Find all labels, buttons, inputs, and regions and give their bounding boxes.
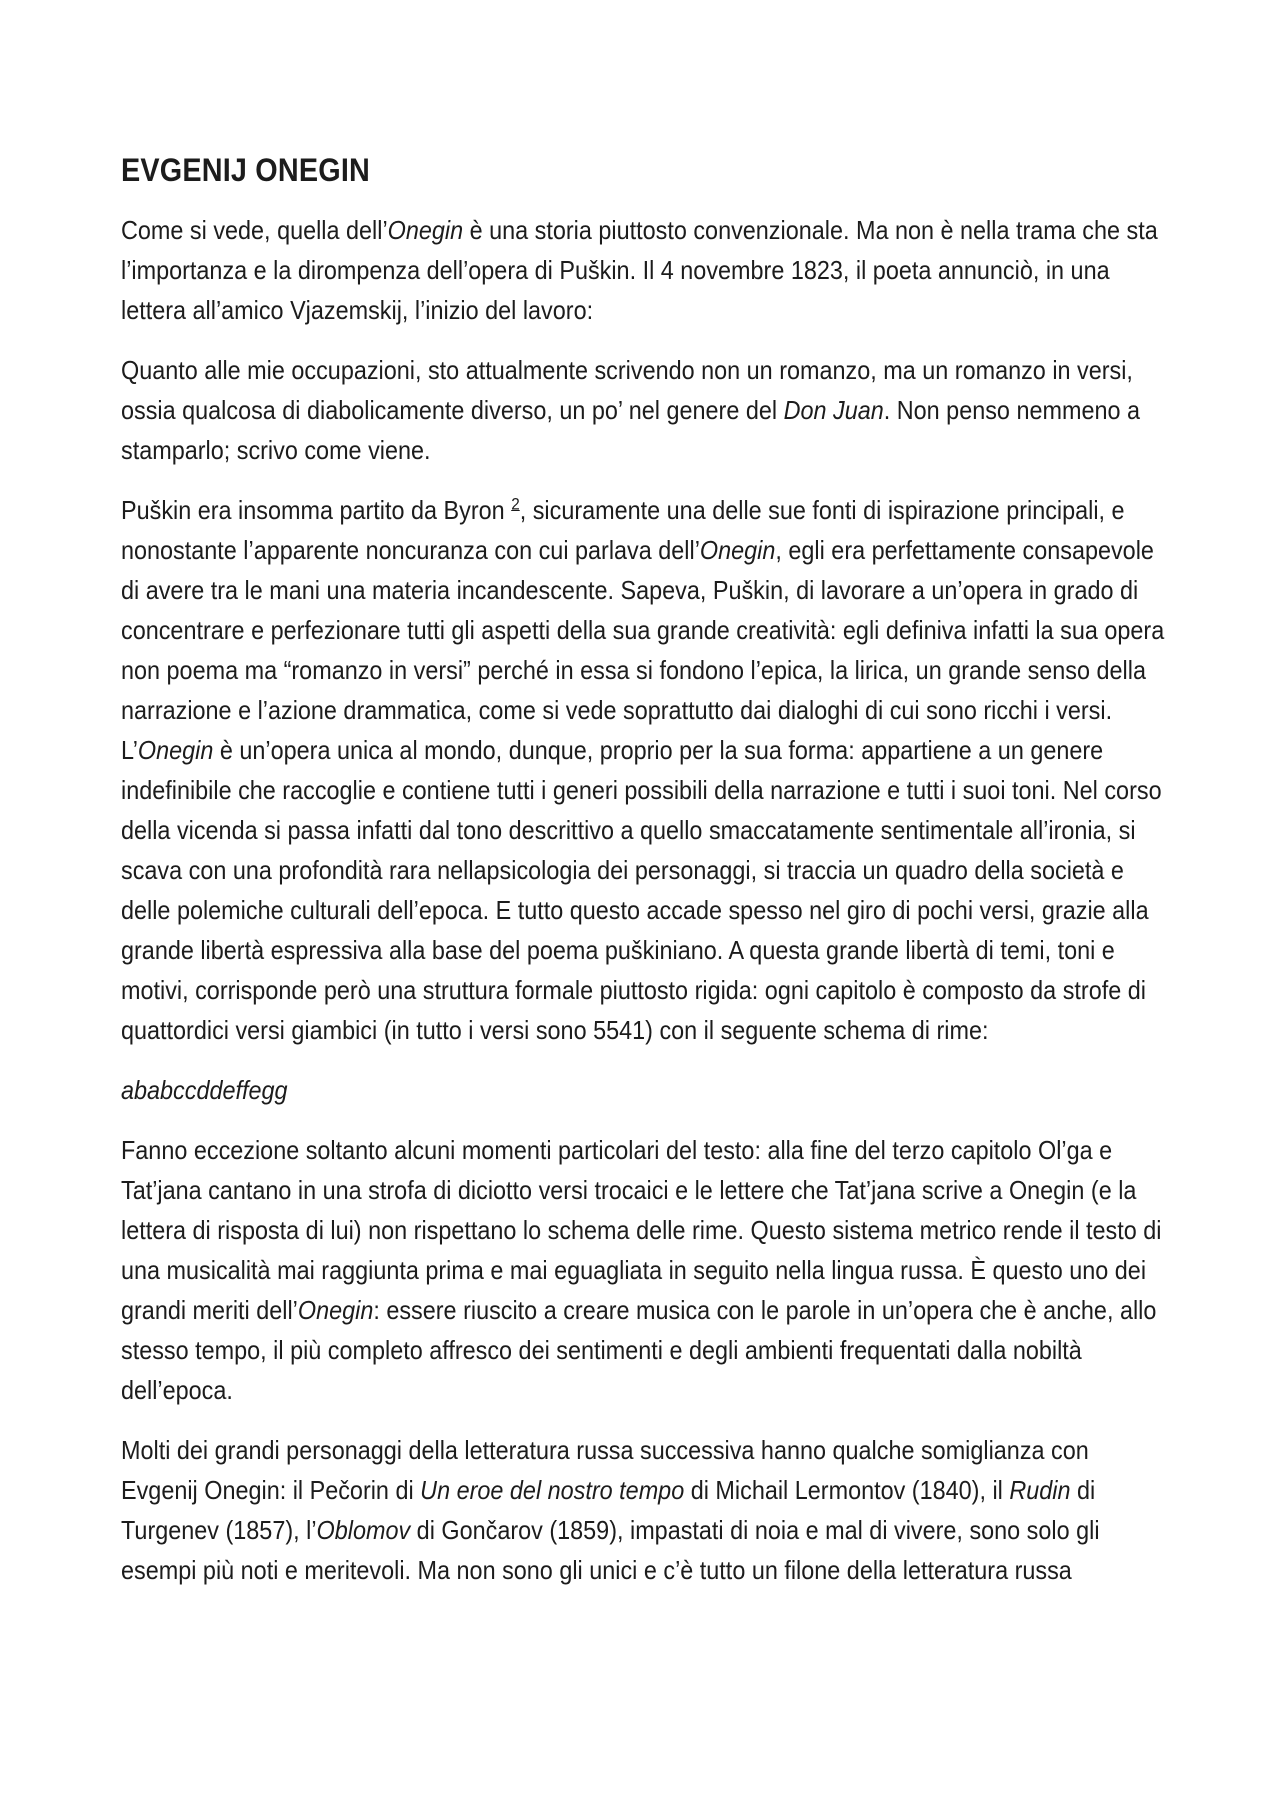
footnote-link[interactable]: 2 [511,494,520,514]
paragraph-intro [121,210,1170,330]
text-run: di Gončarov (1859), impastati di noia e mal di vivere, sono solo gli esempi più noti e meritevoli. Ma non sono gli unici e c’è tutto un filone della letteratura russa [121,1515,1100,1585]
italic-run: Rudin [1009,1475,1071,1505]
document-page [121,150,1170,1610]
text-run: , sicuramente una delle sue fonti di ispirazione principali, e nonostante l’apparente noncuranza con cui parlava dell’ [121,495,1125,565]
italic-run: Onegin [699,535,776,565]
text-run: : essere riuscito a creare musica con le parole in un’opera che è anche, allo stesso tempo, il più completo affresco dei sentimenti e degli ambienti frequentati dalla nobiltà dell’epoca. [121,1295,1157,1405]
text-run: di Turgenev (1857), l’ [121,1475,1096,1545]
italic-run: Onegin [297,1295,374,1325]
italic-run: Un eroe del nostro tempo [420,1475,685,1505]
paragraph-successors [121,1430,1170,1590]
italic-run: Oblomov [316,1515,411,1545]
paragraph-exceptions [121,1130,1170,1410]
text-run: è un’opera unica al mondo, dunque, proprio per la sua forma: appartiene a un genere indefinibile che raccoglie e contiene tutti i generi possibili della narrazione e tutti i suoi toni. Nel corso della vicenda si passa infatti dal tono descrittivo a quello smaccatamente sentimentale all’ironia, si scava con una profondità rara nellapsicologia dei personaggi, si traccia un quadro della società e delle polemiche culturali dell’epoca. E tutto questo accade spesso nel giro di pochi versi, grazie alla grande libertà espressiva alla base del poema puškiniano. A questa grande libertà di temi, toni e motivi, corrisponde però una struttura formale piuttosto rigida: ogni capitolo è composto da strofe di quattordici versi giambici (in tutto i versi sono 5541) con il seguente schema di rime: [121,735,1162,1045]
text-run: di Michail Lermontov (1840), il [684,1475,1010,1505]
block-quote [121,350,1170,470]
text-run: Fanno eccezione soltanto alcuni momenti particolari del testo: alla fine del terzo capitolo Ol’ga e Tat’jana cantano in una strofa di diciotto versi trocaici e le lettere che Tat’jana scrive a Onegin (e la lettera di risposta di lui) non rispettano lo schema delle rime. Questo sistema metrico rende il testo di una musicalità mai raggiunta prima e mai eguagliata in seguito nella lingua russa. È questo uno dei grandi meriti dell’ [121,1135,1162,1325]
document-title: EVGENIJ ONEGIN [121,152,370,188]
italic-run: Don Juan [783,395,884,425]
text-run: Molti dei grandi personaggi della letteratura russa successiva hanno qualche somiglianza con Evgenij Onegin: il Pečorin di [121,1435,1089,1505]
text-run: Puškin era insomma partito da Byron [121,495,512,525]
italic-run: Onegin [387,215,464,245]
italic-run: ababccddeffegg [121,1075,288,1105]
text-run: . Non penso nemmeno a stamparlo; scrivo come viene. [121,395,1141,465]
italic-run: Onegin [137,735,214,765]
text-run: è una storia piuttosto convenzionale. Ma non è nella trama che sta l’importanza e la dirompenza dell’opera di Puškin. Il 4 novembre 1823, il poeta annunciò, in una lettera all’amico Vjazemskij, l’inizio del lavoro: [121,215,1158,325]
rhyme-scheme [121,1070,1170,1110]
text-run: , egli era perfettamente consapevole di avere tra le mani una materia incandescente. Sapeva, Puškin, di lavorare a un’opera in grado di concentrare e perfezionare tutti gli aspetti della sua grande creatività: egli definiva infatti la sua opera non poema ma “romanzo in versi” perché in essa si fondono l’epica, la lirica, un grande senso della narrazione e l’azione drammatica, come si vede soprattutto dai dialoghi di cui sono ricchi i versi. L’ [121,535,1165,765]
text-run: Come si vede, quella dell’ [121,215,388,245]
paragraph-byron [121,490,1170,1050]
text-run: Quanto alle mie occupazioni, sto attualmente scrivendo non un romanzo, ma un romanzo in versi, ossia qualcosa di diabolicamente diverso, un po’ nel genere del [121,355,1133,425]
